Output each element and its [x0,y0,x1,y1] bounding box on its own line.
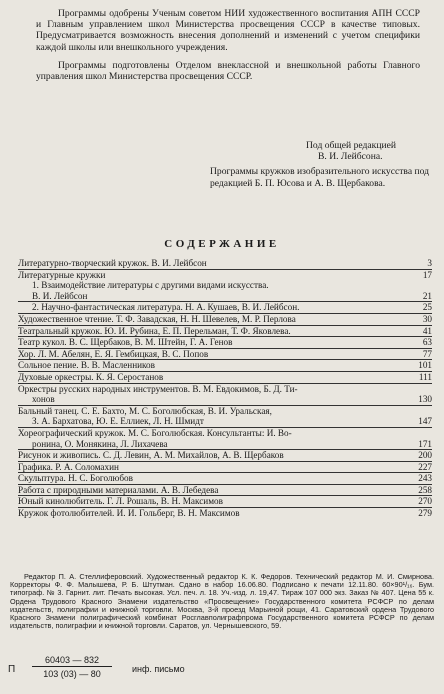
toc-row-text: Кружок фотолюбителей. И. И. Гольберг, В. Н. Максимов [18,508,240,519]
toc-row-text: Оркестры русских народных инструментов. В. М. Евдокимов, Б. Д. Ти- [18,383,298,394]
toc-row [18,270,432,281]
toc-row [18,280,432,291]
toc-row-page: 111 [418,371,432,382]
toc-row [18,462,432,474]
catalog-code-numerator: 60403 — 832 [32,655,112,667]
toc-row [18,485,432,497]
toc-row-text: Литературно-творческий кружок. В. И. Лейбсон [18,258,207,268]
toc-row [18,473,432,485]
toc-row [18,314,432,326]
toc-row-page: 258 [418,484,432,495]
toc-row [18,496,432,508]
table-of-contents [18,258,432,519]
catalog-code-fraction [32,655,112,679]
toc-row-page: 63 [422,337,432,348]
toc-row [18,394,432,406]
toc-row [18,291,432,303]
toc-row [18,360,432,372]
toc-row-text: хонов [32,394,55,405]
toc-row-page: 17 [422,269,432,280]
toc-row [18,258,432,270]
catalog-code-note: инф. письмо [132,664,185,674]
toc-row-text: Театр кукол. В. С. Щербаков, В. М. Штейн, Г. А. Генов [18,337,233,348]
toc-row-text: 1. Взаимодействие литературы с другими видами искусства. [32,280,269,291]
intro-block [36,8,420,82]
toc-row-page: 30 [422,313,432,324]
toc-row-text: Скульптура. Н. С. Боголюбов [18,473,133,484]
toc-row-page: 25 [422,302,432,313]
toc-row-text: Хор. Л. М. Абелян, Е. Я. Гембицкая, В. С. Попов [18,348,209,359]
toc-row-page: 41 [422,325,432,336]
general-editor-name: В. И. Лейбсона. [318,151,383,163]
toc-row-text: 2. Научно-фантастическая литература. Н. А. Кушаев, В. И. Лейбсон. [32,302,300,313]
intro-paragraph-approval: Программы одобрены Ученым советом НИИ художественного воспитания АПН СССР и Главным управлением школ Министерства просвещения СССР в качестве типовых. Предусматривается возможность внесения дополнений и изменений с учетом специфики каждой школы или внешкольного учреждения. [36,8,420,53]
toc-row-page: 171 [418,438,432,449]
toc-row [18,326,432,338]
toc-row-text: Театральный кружок. Ю. И. Рубина, Е. П. Перельман, Т. Ф. Яковлева. [18,325,291,336]
toc-row-page: 21 [422,290,432,301]
toc-row-page: 200 [418,450,432,461]
toc-row-text: Бальный танец. С. Е. Бахто, М. С. Боголюбская, В. И. Уральская, [18,405,272,416]
imprint-block: Редактор П. А. Стеллиферовский. Художественный редактор К. К. Федоров. Технический редактор М. И. Смирнова. Корректоры Ф. Ф. Малышева, Р. Б. Штутман. Сдано в набор 16.06.80. Подписано к печати 12.11.80. 60×90¹/₁₆. Бум. типограф. № 3. Гарнит. лит. Печать высокая. Усл. печ. л. 18. Уч.-изд. л. 19,47. Тираж 107 000 экз. Заказ № 407. Цена 55 к. Ордена Трудового Красного Знамени издательство «Просвещение» Государственного комитета РСФСР по делам издательств, полиграфии и книжной торговли. Москва, 3-й проезд Марьиной рощи, 41. Саратовский ордена Трудового Красного Знамени полиграфический комбинат Росглавполиграфпрома Государственного комитета РСФСР по делам издательств, полиграфии и книжной торговли. Саратов, ул. Чернышевского, 59. [10,572,434,631]
toc-row-text: З. А. Бархатова, Ю. Е. Еллиек, Л. Н. Шмидт [32,416,204,427]
toc-row-page: 101 [418,360,432,371]
catalog-code-letter: П [8,664,16,675]
toc-row-text: Художественное чтение. Т. Ф. Завадская, Н. Н. Шевелев, М. Р. Перлова [18,313,296,324]
toc-row-page: 243 [418,473,432,484]
toc-row-text: Рисунок и живопись. С. Д. Левин, А. М. Михайлов, А. В. Щербаков [18,450,284,461]
toc-row [18,302,432,314]
toc-row [18,372,432,384]
toc-row [18,349,432,361]
toc-row-text: В. И. Лейбсон [32,290,88,301]
toc-row-text: Графика. Р. А. Соломахин [18,461,119,472]
toc-row-text: Духовые оркестры. К. Я. Серостанов [18,371,164,382]
toc-row-page: 3 [427,258,432,268]
editorial-credits [210,140,432,189]
toc-title: СОДЕРЖАНИЕ [164,238,280,250]
general-editor-label: Под общей редакцией [306,140,396,151]
art-programs-editors: Программы кружков изобразительного искусства под редакцией Б. П. Юсова и А. В. Щербакова. [210,166,430,189]
toc-row-text: Работа с природными материалами. А. В. Лебедева [18,484,219,495]
toc-row-text: Хореографический кружок. М. С. Боголюбская. Консультанты: И. Во- [18,427,292,438]
toc-row [18,337,432,349]
toc-row [18,384,432,395]
toc-row-page: 270 [418,496,432,507]
toc-row-page: 279 [418,508,432,519]
toc-row [18,406,432,417]
toc-row-text: Сольное пение. В. В. Масленников [18,360,155,371]
toc-row [18,450,432,462]
toc-row [18,508,432,519]
intro-paragraph-prepared: Программы подготовлены Отделом внеклассной и внешкольной работы Главного управления школ Министерства просвещения СССР. [36,59,420,83]
toc-row [18,439,432,451]
toc-row-page: 227 [418,461,432,472]
toc-row [18,416,432,428]
toc-row-text: ронина, О. Монякина, Л. Лихачева [32,438,168,449]
toc-row-page: 130 [418,394,432,405]
toc-row-text: Литературные кружки [18,269,106,280]
toc-row-page: 77 [422,348,432,359]
toc-row-text: Юный кинолюбитель. Г. Л. Рошаль, В. Н. Максимов [18,496,223,507]
catalog-code-denominator: 103 (03) — 80 [43,669,101,679]
toc-row [18,428,432,439]
toc-row-page: 147 [418,416,432,427]
